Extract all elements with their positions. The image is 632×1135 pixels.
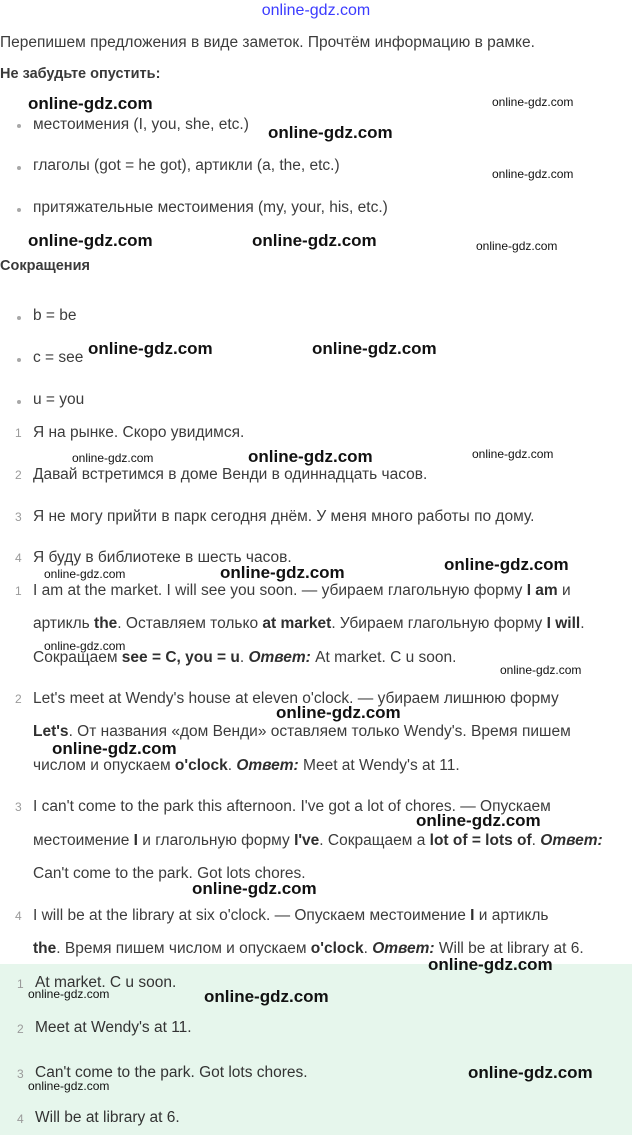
answer-number: 1 (17, 977, 24, 991)
explanation-line: числом и опускаем o'clock. Ответ: Meet at Wendy's at 11. (33, 757, 460, 774)
watermark: online-gdz.com (44, 567, 126, 581)
bullet-icon (17, 400, 21, 404)
answer-number: 3 (17, 1067, 24, 1081)
list-item: притяжательные местоимения (my, your, his, etc.) (33, 199, 388, 216)
bullet-icon (17, 166, 21, 170)
task-text: Я не могу прийти в парк сегодня днём. У меня много работы по дому. (33, 508, 535, 525)
list-item: глаголы (got = he got), артикли (a, the, etc.) (33, 157, 340, 174)
bullet-icon (17, 358, 21, 362)
bullet-icon (17, 316, 21, 320)
abbr-heading: Сокращения (0, 258, 90, 274)
watermark: online-gdz.com (416, 811, 541, 830)
header-watermark: online-gdz.com (261, 2, 371, 19)
watermark: online-gdz.com (192, 879, 317, 898)
watermark: online-gdz.com (88, 339, 213, 358)
watermark: online-gdz.com (268, 123, 393, 142)
watermark: online-gdz.com (492, 167, 574, 181)
watermark: online-gdz.com (44, 639, 126, 653)
list-item: u = you (33, 391, 85, 408)
watermark: online-gdz.com (252, 231, 377, 250)
watermark: online-gdz.com (220, 563, 345, 582)
watermark: online-gdz.com (312, 339, 437, 358)
bullet-icon (17, 208, 21, 212)
watermark: online-gdz.com (248, 447, 373, 466)
answer-number: 4 (17, 1112, 24, 1126)
task-number: 2 (15, 468, 22, 482)
explanation-line: Let's meet at Wendy's house at eleven o'clock. — убираем лишнюю форму (33, 690, 559, 707)
task-text: Я буду в библиотеке в шесть часов. (33, 549, 292, 566)
watermark: online-gdz.com (72, 451, 154, 465)
explanation-line: Let's. От названия «дом Венди» оставляем только Wendy's. Время пишем (33, 723, 571, 740)
task-number: 4 (15, 551, 22, 565)
explanation-line: Can't come to the park. Got lots chores. (33, 865, 306, 882)
answer-text: Will be at library at 6. (35, 1109, 180, 1126)
task-text: Давай встретимся в доме Венди в одиннадцать часов. (33, 466, 428, 483)
explanation-line: артикль the. Оставляем только at market. Убираем глагольную форму I will. (33, 615, 585, 632)
explanation-line: the. Время пишем числом и опускаем o'clock. Ответ: Will be at library at 6. (33, 940, 584, 957)
explanation-number: 3 (15, 800, 22, 814)
explanation-line: I will be at the library at six o'clock. — Опускаем местоимение I и артикль (33, 907, 549, 924)
task-number: 3 (15, 510, 22, 524)
watermark: online-gdz.com (476, 239, 558, 253)
explanation-line: I can't come to the park this afternoon. I've got a lot of chores. — Опускаем (33, 798, 551, 815)
answer-text: Can't come to the park. Got lots chores. (35, 1064, 308, 1081)
answer-number: 2 (17, 1022, 24, 1036)
bullet-icon (17, 124, 21, 128)
explanation-number: 1 (15, 584, 22, 598)
watermark: online-gdz.com (428, 955, 553, 974)
watermark: online-gdz.com (52, 739, 177, 758)
explanation-line: Сокращаем see = C, you = u. Ответ: At market. C u soon. (33, 649, 457, 666)
task-text: Я на рынке. Скоро увидимся. (33, 424, 245, 441)
watermark: online-gdz.com (492, 95, 574, 109)
watermark: online-gdz.com (28, 231, 153, 250)
explanation-line: местоимение I и глагольную форму I've. Сокращаем а lot of = lots of. Ответ: (33, 832, 603, 849)
task-number: 1 (15, 426, 22, 440)
watermark: online-gdz.com (500, 663, 582, 677)
watermark: online-gdz.com (276, 703, 401, 722)
answer-text: Meet at Wendy's at 11. (35, 1019, 192, 1036)
list-item: местоимения (I, you, she, etc.) (33, 116, 249, 133)
watermark: online-gdz.com (28, 987, 110, 1001)
watermark: online-gdz.com (444, 555, 569, 574)
omit-heading: Не забудьте опустить: (0, 66, 161, 82)
watermark: online-gdz.com (28, 94, 153, 113)
explanation-number: 2 (15, 692, 22, 706)
list-item: c = see (33, 349, 84, 366)
explanation-number: 4 (15, 909, 22, 923)
watermark: online-gdz.com (204, 987, 329, 1006)
watermark: online-gdz.com (468, 1063, 593, 1082)
answer-text: At market. C u soon. (35, 974, 177, 991)
watermark: online-gdz.com (472, 447, 554, 461)
explanation-line: I am at the market. I will see you soon. — убираем глагольную форму I am и (33, 582, 571, 599)
list-item: b = be (33, 307, 77, 324)
intro-text: Перепишем предложения в виде заметок. Прочтём информацию в рамке. (0, 34, 535, 51)
watermark: online-gdz.com (28, 1079, 110, 1093)
